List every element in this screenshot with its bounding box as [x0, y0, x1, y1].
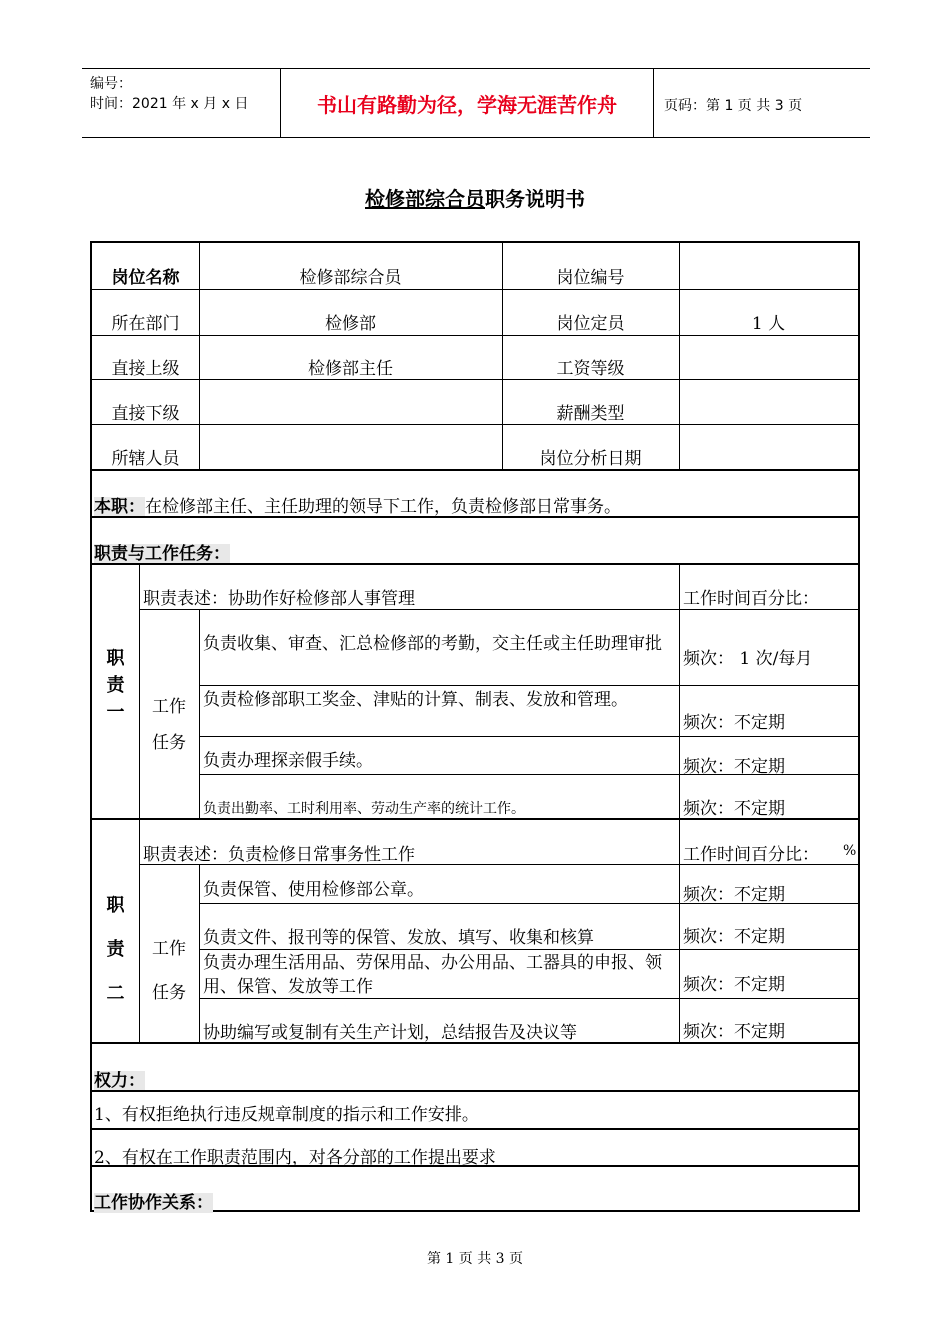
duty2-label	[92, 884, 139, 1016]
power-heading-row	[94, 1066, 145, 1091]
duty1-label-char: 责	[106, 675, 125, 696]
task-label-line: 工作	[152, 697, 186, 717]
job-description-table	[90, 241, 860, 1212]
duty1-percent: 工作时间百分比：	[683, 589, 819, 609]
title-underlined: 检修部综合员	[365, 187, 485, 211]
header-meta	[82, 69, 281, 137]
power-item-1: 1、有权拒绝执行违反规章制度的指示和工作安排。	[94, 1105, 479, 1125]
duty1-freq-4: 频次：不定期	[683, 799, 785, 819]
page-title	[0, 183, 950, 212]
cooperation-heading-row	[94, 1188, 213, 1213]
title-rest: 职务说明书	[485, 187, 585, 211]
duty2-task-label	[139, 927, 199, 1015]
analysis-date-label: 岗位分析日期	[539, 449, 642, 469]
power-item-2: 2、有权在工作职责范围内，对各分部的工作提出要求	[94, 1148, 496, 1168]
position-name-label: 岗位名称	[111, 268, 180, 288]
dept-value: 检修部	[325, 314, 376, 334]
duty1-task-1: 负责收集、审查、汇总检修部的考勤，交主任或主任助理审批	[203, 634, 662, 654]
dept-label: 所在部门	[111, 314, 180, 334]
staff-label: 所辖人员	[111, 449, 180, 469]
task-label-line: 任务	[152, 733, 186, 753]
duties-heading-row	[94, 539, 230, 564]
duty2-label-char: 责	[106, 939, 125, 960]
page-footer: 第 1 页 共 3 页	[426, 1251, 524, 1267]
duty2-percent-sign: %	[843, 843, 857, 859]
duty1-label-char: 一	[106, 702, 125, 723]
power-heading: 权力：	[94, 1071, 145, 1091]
wage-label: 工资等级	[556, 359, 625, 379]
quota-value: 1 人	[751, 314, 786, 334]
duty2-freq-1: 频次：不定期	[683, 885, 785, 905]
position-no-label: 岗位编号	[556, 268, 625, 288]
quota-label: 岗位定员	[556, 314, 625, 334]
superior-label: 直接上级	[111, 359, 180, 379]
task-label-line: 任务	[152, 983, 186, 1003]
pay-type-label: 薪酬类型	[556, 404, 625, 424]
time-label: 时间：2021 年 x 月 x 日	[90, 96, 249, 112]
duty2-freq-3: 频次：不定期	[683, 975, 785, 995]
superior-value: 检修部主任	[308, 359, 393, 379]
duty2-task-3: 负责办理生活用品、劳保用品、办公用品、工器具的申报、领用、保管、发放等工作	[203, 953, 662, 997]
motto: 书山有路勤为径，学海无涯苦作舟	[281, 69, 654, 137]
page-info: 页码：第 1 页 共 3 页	[664, 98, 803, 114]
duty2-label-char: 二	[106, 983, 125, 1004]
duty2-freq-4: 频次：不定期	[683, 1022, 785, 1042]
cooperation-heading: 工作协作关系：	[94, 1193, 213, 1213]
duty1-freq-3: 频次：不定期	[683, 757, 785, 777]
duty2-label-char: 职	[106, 895, 125, 916]
task-label-line: 工作	[152, 939, 186, 959]
duty1-task-label	[139, 689, 199, 761]
position-name-value: 检修部综合员	[299, 268, 402, 288]
duty1-freq-1: 频次： 1 次/每月	[683, 649, 813, 669]
duty1-label	[92, 645, 139, 726]
main-duty-label: 本职：	[94, 497, 145, 517]
duty1-task-3: 负责办理探亲假手续。	[203, 751, 373, 771]
duty2-task-1: 负责保管、使用检修部公章。	[203, 880, 424, 900]
duty1-task-2: 负责检修部职工奖金、津贴的计算、制表、发放和管理。	[203, 690, 628, 710]
duty1-task-4: 负责出勤率、工时利用率、劳动生产率的统计工作。	[203, 801, 525, 817]
duty1-label-char: 职	[106, 648, 125, 669]
duty2-freq-2: 频次：不定期	[683, 927, 785, 947]
duty1-freq-2: 频次：不定期	[683, 713, 785, 733]
document-header	[82, 68, 870, 138]
duty2-task-4: 协助编写或复制有关生产计划，总结报告及决议等	[203, 1023, 577, 1043]
main-duty-text: 在检修部主任、主任助理的领导下工作，负责检修部日常事务。	[145, 497, 621, 517]
subordinate-label: 直接下级	[111, 404, 180, 424]
duty2-desc: 职责表述：负责检修日常事务性工作	[143, 845, 415, 865]
duty2-percent: 工作时间百分比：	[683, 845, 819, 865]
duty2-task-2: 负责文件、报刊等的保管、发放、填写、收集和核算	[203, 928, 594, 948]
main-duty-row	[94, 492, 621, 517]
duties-heading: 职责与工作任务：	[94, 544, 230, 564]
duty1-desc: 职责表述：协助作好检修部人事管理	[143, 589, 415, 609]
number-label: 编号：	[90, 76, 132, 92]
